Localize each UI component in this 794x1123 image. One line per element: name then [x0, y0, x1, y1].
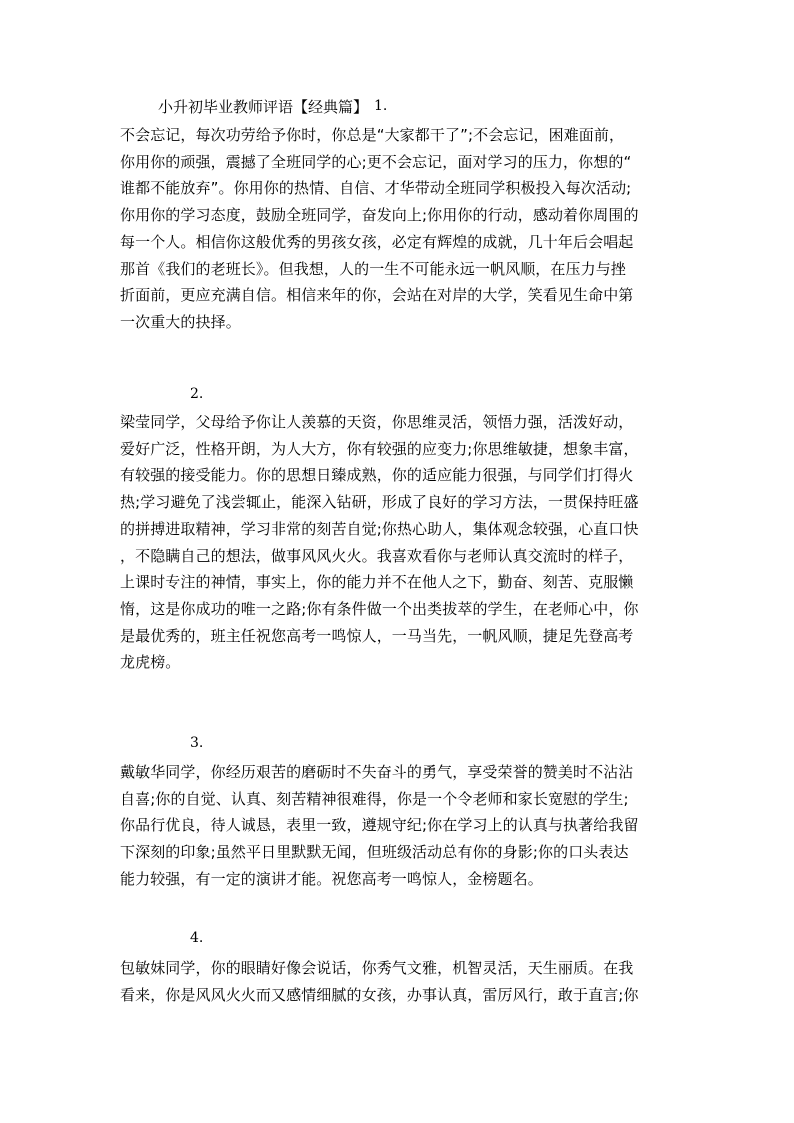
- paragraph-line: 你品行优良，待人诚恳，表里一致，遵规守纪;你在学习上的认真与执著给我留: [120, 816, 639, 835]
- paragraph-line: 自喜;你的自觉、认真、刻苦精神很难得，你是一个令老师和家长宽慰的学生;: [120, 789, 629, 808]
- paragraph-line: 你用你的顽强，震撼了全班同学的心;更不会忘记，面对学习的压力，你想的“: [120, 152, 632, 171]
- paragraph-line: 折面前，更应充满自信。相信来年的你，会站在对岸的大学，笑看见生命中第: [120, 286, 634, 305]
- paragraph-line: 龙虎榜。: [120, 653, 181, 672]
- section-2-number: 2.: [190, 386, 204, 402]
- section-3-paragraph: [120, 759, 680, 893]
- paragraph-line: 一次重大的抉择。: [120, 312, 241, 331]
- paragraph-line: 每一个人。相信你这般优秀的男孩女孩，必定有辉煌的成就，几十年后会唱起: [120, 232, 634, 251]
- paragraph-line: 梁莹同学，父母给予你让人羡慕的天资，你思维灵活，领悟力强，活泼好动，: [120, 413, 634, 431]
- paragraph-line: 热;学习避免了浅尝辄止，能深入钻研，形成了良好的学习方法，一贯保持旺盛: [120, 493, 639, 512]
- paragraph-line: 那首《我们的老班长》。但我想，人的一生不可能永远一帆风顺，在压力与挫: [120, 259, 626, 278]
- paragraph-line: 的拼搏进取精神，学习非常的刻苦自觉;你热心助人，集体观念较强，心直口快: [120, 519, 639, 538]
- paragraph-line: 下深刻的印象;虽然平日里默默无闻，但班级活动总有你的身影;你的口头表达: [120, 843, 629, 862]
- paragraph-line: 包敏妹同学，你的眼睛好像会说话，你秀气文雅，机智灵活，天生丽质。在我: [120, 959, 634, 977]
- paragraph-line: 谁都不能放弃”。你用你的热情、自信、才华带动全班同学积极投入每次活动;: [120, 179, 632, 198]
- paragraph-line: 不会忘记，每次功劳给予你时，你总是“大家都干了”;不会忘记，困难面前，: [120, 126, 625, 144]
- paragraph-line: 你用你的学习态度，鼓励全班同学，奋发向上;你用你的行动，感动着你周围的: [120, 206, 639, 225]
- section-1-number: 1.: [374, 98, 388, 114]
- paragraph-line: 能力较强，有一定的演讲才能。祝您高考一鸣惊人，金榜题名。: [120, 869, 543, 888]
- paragraph-line: ，不隐瞒自己的想法，做事风风火火。我喜欢看你与老师认真交流时的样子，: [120, 546, 634, 565]
- paragraph-line: 看来，你是风风火火而又感情细腻的女孩，办事认真，雷厉风行，敢于直言;你: [120, 985, 639, 1004]
- section-4-number: 4.: [190, 930, 204, 946]
- document-title: 小升初毕业教师评语【经典篇】: [158, 98, 369, 116]
- section-3-number: 3.: [190, 735, 204, 751]
- paragraph-line: 有较强的接受能力。你的思想日臻成熟，你的适应能力很强，与同学们打得火: [120, 466, 634, 485]
- document-title-line: [158, 96, 388, 118]
- paragraph-line: 爱好广泛，性格开朗，为人大方，你有较强的应变力;你思维敏捷，想象丰富，: [120, 439, 639, 458]
- section-4-paragraph: [120, 955, 680, 1008]
- paragraph-line: 惰，这是你成功的唯一之路;你有条件做一个出类拔萃的学生，在老师心中，你: [120, 599, 639, 618]
- section-2-paragraph: [120, 409, 680, 676]
- section-1-paragraph: [120, 122, 680, 336]
- paragraph-line: 是最优秀的，班主任祝您高考一鸣惊人，一马当先，一帆风顺，捷足先登高考: [120, 626, 634, 645]
- paragraph-line: 上课时专注的神情，事实上，你的能力并不在他人之下，勤奋、刻苦、克服懒: [120, 573, 634, 592]
- paragraph-line: 戴敏华同学，你经历艰苦的磨砺时不失奋斗的勇气，享受荣誉的赞美时不沾沾: [120, 763, 634, 781]
